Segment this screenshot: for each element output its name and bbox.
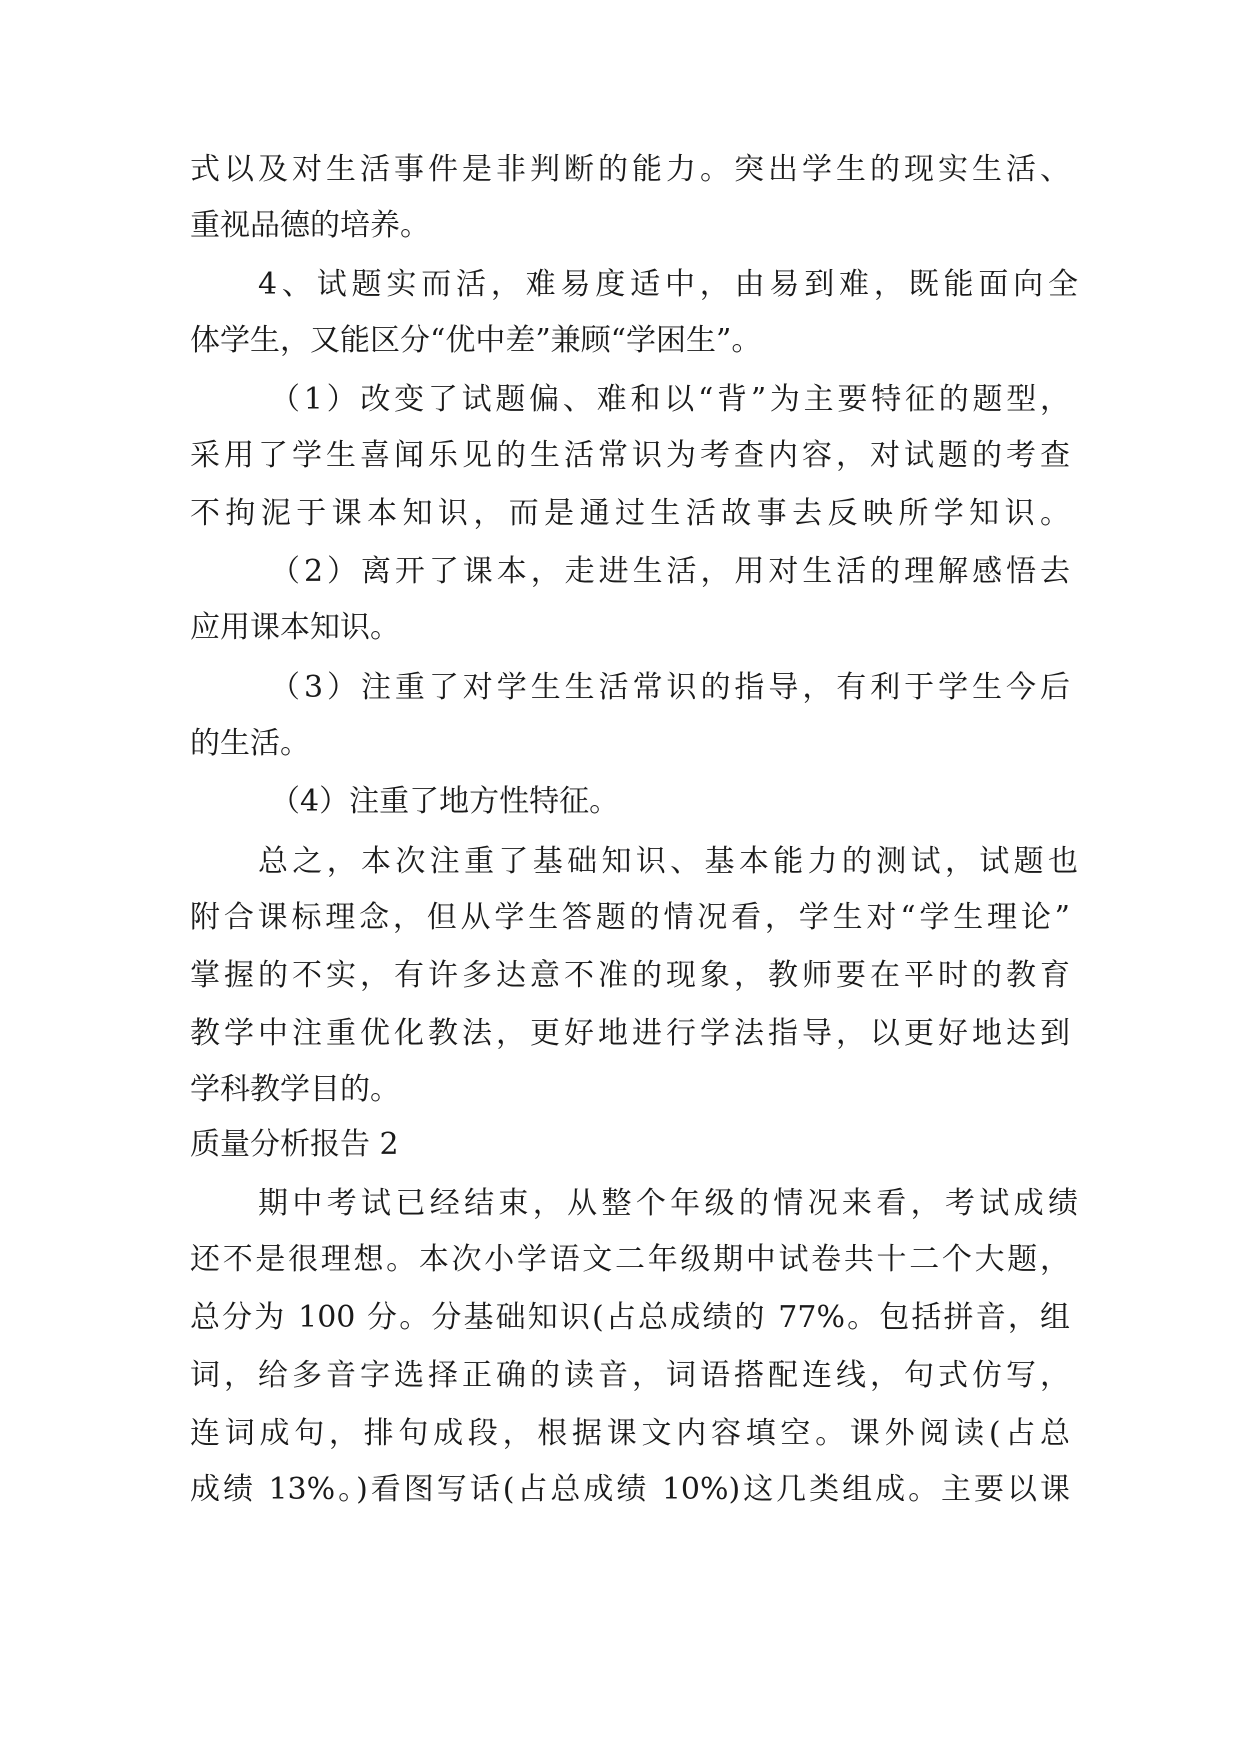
text-line: 词，给多音字选择正确的读音，词语搭配连线，句式仿写，: [190, 1358, 1070, 1393]
section-heading: 质量分析报告 2: [190, 1127, 399, 1162]
text-line: 掌握的不实，有许多达意不准的现象，教师要在平时的教育: [190, 958, 1070, 993]
text-line: 成绩 13%。)看图写话(占总成绩 10%)这几类组成。主要以课: [190, 1472, 1070, 1507]
text-line: 式以及对生活事件是非判断的能力。突出学生的现实生活、: [190, 152, 1070, 187]
text-line: 附合课标理念，但从学生答题的情况看，学生对“学生理论”: [190, 900, 1070, 935]
text-line: 期中考试已经结束，从整个年级的情况来看，考试成绩: [258, 1186, 1078, 1221]
text-line: 体学生，又能区分“优中差”兼顾“学困生”。: [190, 323, 762, 358]
text-line: 的生活。: [190, 726, 310, 761]
text-line: （1）改变了试题偏、难和以“背”为主要特征的题型，: [270, 382, 1070, 417]
text-line: 总分为 100 分。分基础知识(占总成绩的 77%。包括拼音，组: [190, 1300, 1070, 1335]
text-line: （3）注重了对学生生活常识的指导，有利于学生今后: [270, 670, 1070, 705]
text-line: 重视品德的培养。: [190, 208, 430, 243]
text-line: 教学中注重优化教法，更好地进行学法指导，以更好地达到: [190, 1016, 1070, 1051]
text-line: 学科教学目的。: [190, 1072, 400, 1107]
text-line: 应用课本知识。: [190, 610, 400, 645]
text-line: （4）注重了地方性特征。: [270, 784, 620, 819]
text-line: 还不是很理想。本次小学语文二年级期中试卷共十二个大题，: [190, 1242, 1070, 1277]
text-line: 不拘泥于课本知识，而是通过生活故事去反映所学知识。: [190, 496, 1070, 531]
text-line: 采用了学生喜闻乐见的生活常识为考查内容，对试题的考查: [190, 438, 1070, 473]
text-line: （2）离开了课本，走进生活，用对生活的理解感悟去: [270, 554, 1070, 589]
text-line: 总之，本次注重了基础知识、基本能力的测试，试题也: [258, 844, 1078, 879]
text-line: 连词成句，排句成段，根据课文内容填空。课外阅读(占总: [190, 1416, 1070, 1451]
text-line: 4、试题实而活，难易度适中，由易到难，既能面向全: [258, 267, 1078, 302]
